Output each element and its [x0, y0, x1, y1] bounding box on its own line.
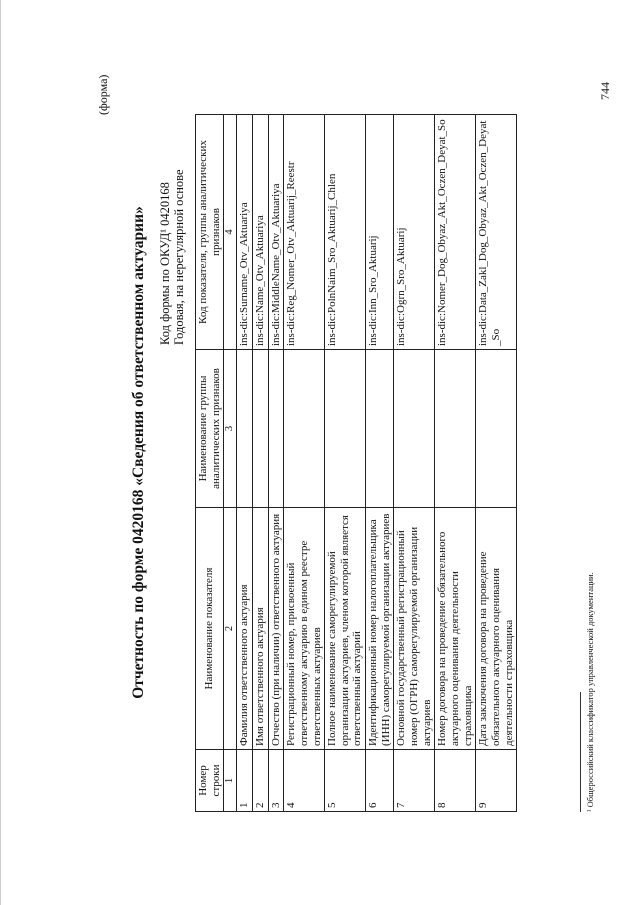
row-number: 6	[366, 750, 394, 812]
group-name	[325, 350, 366, 508]
indicator-name: Регистрационный номер, присвоенный ответственному актуарию в едином реестре ответственных актуариев	[284, 508, 325, 750]
group-name	[435, 350, 476, 508]
indicator-code: ins-dic:Nomer_Dog_Obyaz_Akt_Oczen_Deyat_So	[435, 115, 476, 350]
group-name	[394, 350, 435, 508]
indicator-code: ins-dic:MiddleName_Otv_Aktuariya	[268, 115, 284, 350]
column-number: 4	[224, 115, 237, 350]
table-row	[476, 115, 517, 812]
indicator-code: ins-dic:Data_Zakl_Dog_Obyaz_Akt_Oczen_Deyat_So	[476, 115, 517, 350]
row-number: 4	[284, 750, 325, 812]
table-row	[435, 115, 476, 812]
table-header-row	[196, 115, 224, 812]
group-name	[476, 350, 517, 508]
row-number: 9	[476, 750, 517, 812]
page-number: 744	[598, 82, 612, 100]
column-number: 1	[224, 750, 237, 812]
form-label: (форма)	[96, 74, 110, 115]
footnote: ¹ Общероссийский классификатор управленческой документации.	[585, 572, 595, 812]
okud-code-line: Код формы по ОКУД¹ 0420168	[158, 182, 172, 345]
indicator-name: Дата заключения договора на проведение обязательного актуарного оценивания деятельности страховщика	[476, 508, 517, 750]
indicator-name: Фамилия ответственного актуария	[237, 508, 253, 750]
reporting-period-line: Годовая, на нерегулярной основе	[172, 169, 186, 345]
header-indicator-name: Наименование показателя	[196, 508, 224, 750]
group-name	[252, 350, 268, 508]
table-row	[268, 115, 284, 812]
indicator-name: Полное наименование саморегулируемой организации актуариев, членом которой является ответственный актуарий	[325, 508, 366, 750]
indicator-code: ins-dic:PolnNaim_Sro_Aktuarij_Chlen	[325, 115, 366, 350]
row-number: 5	[325, 750, 366, 812]
indicator-name: Идентификационный номер налогоплательщика (ИНН) саморегулируемой организации актуариев	[366, 508, 394, 750]
row-number: 8	[435, 750, 476, 812]
indicator-code: ins-dic:Name_Otv_Aktuariya	[252, 115, 268, 350]
header-indicator-code: Код показателя, группы аналитических признаков	[196, 115, 224, 350]
row-number: 1	[237, 750, 253, 812]
group-name	[366, 350, 394, 508]
footnote-divider	[580, 692, 581, 812]
indicator-code: ins-dic:Inn_Sro_Aktuarij	[366, 115, 394, 350]
row-number: 2	[252, 750, 268, 812]
group-name	[268, 350, 284, 508]
page-edge-line	[0, 0, 1, 905]
indicator-code: ins-dic:Surname_Otv_Aktuariya	[237, 115, 253, 350]
indicator-name: Имя ответственного актуария	[252, 508, 268, 750]
indicator-code: ins-dic:Ogrn_Sro_Aktuarij	[394, 115, 435, 350]
table-row	[366, 115, 394, 812]
table-row	[284, 115, 325, 812]
table-row	[394, 115, 435, 812]
indicator-name: Номер договора на проведение обязательного актуарного оценивания деятельности страховщика	[435, 508, 476, 750]
table-row	[237, 115, 253, 812]
header-group-name: Наименование группы аналитических признаков	[196, 350, 224, 508]
indicator-code: ins-dic:Reg_Nomer_Otv_Aktuarij_Reestr	[284, 115, 325, 350]
indicator-table	[195, 114, 517, 812]
row-number: 3	[268, 750, 284, 812]
indicator-name: Отчество (при наличии) ответственного актуария	[268, 508, 284, 750]
group-name	[237, 350, 253, 508]
header-row-number: Номер строки	[196, 750, 224, 812]
row-number: 7	[394, 750, 435, 812]
table-row	[325, 115, 366, 812]
table-row	[252, 115, 268, 812]
group-name	[284, 350, 325, 508]
document-title: Отчетность по форме 0420168 «Сведения об ответственном актуарии»	[130, 206, 147, 699]
column-number-row	[224, 115, 237, 812]
indicator-name: Основной государственный регистрационный номер (ОГРН) саморегулируемой организации актуариев	[394, 508, 435, 750]
column-number: 3	[224, 350, 237, 508]
column-number: 2	[224, 508, 237, 750]
